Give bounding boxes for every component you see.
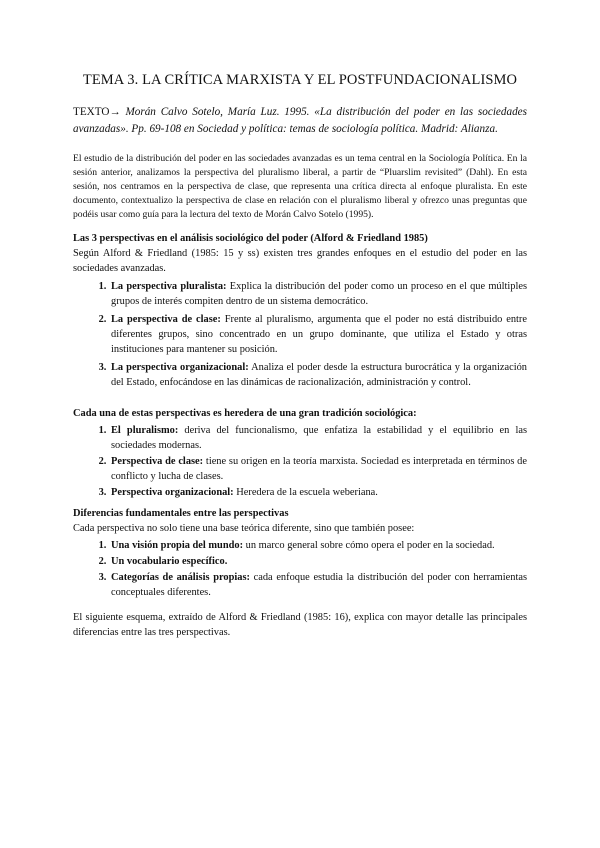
item-desc: Heredera de la escuela weberiana. (233, 487, 378, 498)
list-item (109, 360, 527, 390)
item-desc: Frente al pluralismo, argumenta que el poder no está distribuido entre diferentes grupos, sino concentrado en un grupo dominante, que utiliza el Estado y otras instituciones para mantener su posición. (111, 314, 528, 355)
item-desc: un marco general sobre cómo opera el poder en la sociedad. (243, 540, 495, 551)
item-desc: deriva del funcionalismo, que enfatiza la estabilidad y el equilibrio en las sociedades modernas. (111, 425, 527, 451)
list-item (109, 554, 527, 569)
section-heading: Las 3 perspectivas en el análisis sociológico del poder (Alford & Friedland 1985) (73, 233, 428, 244)
perspectives-list (73, 279, 527, 390)
section-differences (73, 506, 527, 601)
item-term: La perspectiva pluralista: (111, 281, 227, 292)
list-item (109, 538, 527, 553)
traditions-list (73, 423, 527, 500)
list-item (109, 279, 527, 309)
section-heading: Diferencias fundamentales entre las perspectivas (73, 508, 289, 519)
section-text: Cada perspectiva no solo tiene una base teórica diferente, sino que también posee: (73, 523, 415, 534)
section-traditions (73, 406, 527, 501)
item-term: Perspectiva de clase: (111, 456, 204, 467)
item-term: Categorías de análisis propias: (111, 572, 250, 583)
section-heading: Cada una de estas perspectivas es heredera de una gran tradición sociológica: (73, 408, 417, 419)
item-term: Perspectiva organizacional: (111, 487, 234, 498)
differences-list (73, 538, 527, 600)
list-item (109, 485, 527, 500)
item-desc: tiene su origen en la teoría marxista. Sociedad es interpretada en términos de conflicto y lucha de clases. (111, 456, 527, 482)
reference-lead: TEXTO→ (73, 106, 121, 118)
section-three-perspectives (73, 231, 527, 393)
item-term: La perspectiva de clase: (111, 314, 221, 325)
item-desc: Explica la distribución del poder como un proceso en el que múltiples grupos de interés compiten dentro de un sistema democrático. (111, 281, 527, 307)
list-item (109, 312, 527, 357)
item-term: La perspectiva organizacional: (111, 362, 249, 373)
reference-citation: Morán Calvo Sotelo, María Luz. 1995. «La distribución del poder en las sociedades avanzadas». Pp. 69-108 en Sociedad y política: temas de sociología política. Madrid: Alianza. (73, 106, 527, 135)
text-reference (73, 104, 527, 138)
list-item (109, 570, 527, 600)
item-desc: Analiza el poder desde la estructura burocrática y la organización del Estado, enfocándose en las dinámicas de racionalización, administración y control. (111, 362, 527, 388)
closing-paragraph: El siguiente esquema, extraído de Alford & Friedland (1985: 16), explica con mayor detalle las principales diferencias entre las tres perspectivas. (73, 612, 527, 638)
intro-paragraph: El estudio de la distribución del poder en las sociedades avanzadas es un tema central en la Sociología Política. En la sesión anterior, analizamos la perspectiva del pluralismo liberal, a partir de “Pluarslim revisited” (Dahl). En esta sesión, nos centramos en la perspectiva de clase, que representa una crítica directa al enfoque pluralista. En este documento, contextualizo la perspectiva de clase en relación con el pluralismo liberal y ofrezco unas preguntas que podéis usar como guía para la lectura del texto de Morán Calvo Sotelo (1995). (73, 153, 527, 220)
document-title: TEMA 3. LA CRÍTICA MARXISTA Y EL POSTFUNDACIONALISMO (82, 72, 518, 88)
item-desc: cada enfoque estudia la distribución del poder con herramientas conceptuales diferentes. (111, 572, 528, 598)
item-term: El pluralismo: (111, 425, 179, 436)
list-item (109, 423, 527, 453)
item-term: Una visión propia del mundo: (111, 540, 244, 551)
section-text: Según Alford & Friedland (1985: 15 y ss) existen tres grandes enfoques en el estudio del poder en las sociedades avanzadas. (73, 248, 527, 274)
list-item (109, 454, 527, 484)
item-term: Un vocabulario específico. (111, 556, 228, 567)
